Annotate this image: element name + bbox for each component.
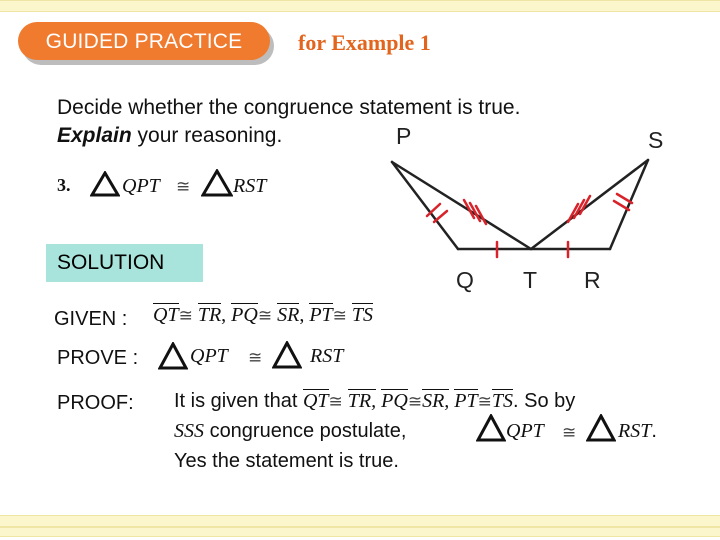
proof-label: PROOF: [57,392,134,414]
proof-congruent-symbol: ≅ [562,423,577,443]
prompt-explain-word: Explain [57,124,132,147]
proof-line-1 [174,390,575,413]
proof-left-triangle: QPT [506,420,544,442]
segment-TS: TS [491,390,513,412]
label-S: S [648,127,664,153]
segment-SR: SR, [422,390,450,412]
given-statements [153,304,373,327]
proof-line-2 [174,420,406,443]
problem-congruent-symbol: ≅ [176,177,191,197]
prove-left-triangle: QPT [190,345,228,367]
label-P: P [396,123,412,149]
proof-tail-1: . So by [513,390,576,412]
prove-label: PROVE : [57,347,139,369]
segment-QT: QT [153,304,179,326]
given-comma-1: , [221,304,227,326]
segment-TR: TR [197,304,222,326]
congruent-symbol: ≅ [477,392,492,412]
segment-PT: PT [309,304,333,326]
triangle-figure [380,118,680,298]
congruent-symbol: ≅ [407,392,423,412]
proof-right-group [618,420,657,443]
segment-PQ: PQ [381,390,408,412]
triangle-icon [586,414,616,442]
prompt-line-1: Decide whether the congruence statement is true. [57,96,521,119]
problem-right-triangle: RST [233,175,267,197]
segment-SR: SR [277,304,300,326]
prompt-line-2 [57,124,282,148]
congruent-symbol: ≅ [178,306,193,326]
guided-practice-label: GUIDED PRACTICE [45,30,243,53]
congruent-symbol: ≅ [257,306,273,326]
bottom-border-stripe [0,515,720,527]
triangle-icon [201,169,233,197]
proof-postulate: congruence postulate, [209,420,407,442]
solution-title: SOLUTION [57,251,165,274]
given-comma-2: , [299,304,305,326]
triangle-icon [272,341,302,369]
example-reference: for Example 1 [298,30,431,55]
prompt-line-2-rest: your reasoning. [131,124,283,147]
top-border-stripe [0,0,720,12]
proof-conclusion: Yes the statement is true. [174,450,399,472]
label-Q: Q [456,267,474,293]
congruent-symbol: ≅ [332,306,347,326]
proof-intro: It is given that [174,390,298,412]
given-label: GIVEN : [54,308,128,330]
segment-PT: PT [454,390,478,412]
problem-left-triangle: QPT [122,175,160,197]
segment-TR: TR, [347,390,377,412]
prove-congruent-symbol: ≅ [248,348,263,368]
triangle-icon [158,342,188,370]
triangle-icon [90,171,120,197]
segment-PQ: PQ [231,304,258,326]
problem-number: 3. [57,175,71,195]
segment-TS: TS [351,304,374,326]
proof-period: . [651,420,657,442]
congruent-symbol: ≅ [328,392,343,412]
prove-right-triangle: RST [310,345,344,367]
proof-sss: SSS [174,420,204,442]
proof-right-triangle: RST [618,420,652,442]
segment-QT: QT [302,390,329,412]
label-T: T [523,267,538,293]
triangle-icon [476,414,506,442]
bottom-border-stripe-2 [0,527,720,537]
label-R: R [584,267,601,293]
